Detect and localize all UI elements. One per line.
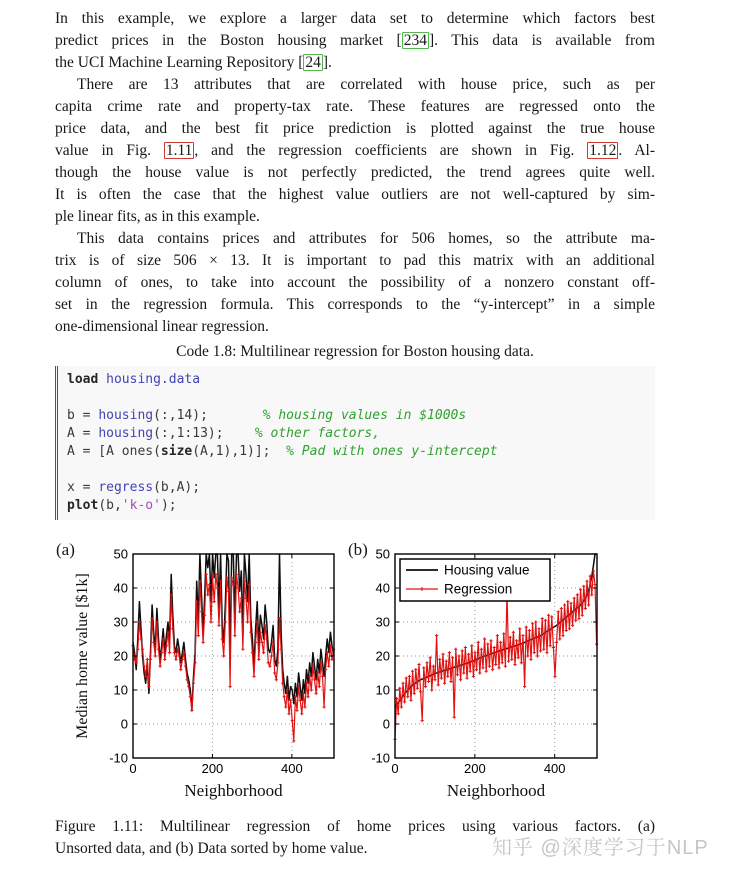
legend-label: Regression bbox=[444, 581, 513, 597]
code-token-df: (b, bbox=[98, 498, 122, 513]
x-axis-label: Neighborhood bbox=[184, 781, 283, 800]
text-column bbox=[55, 8, 655, 520]
text-line: Figure 1.11: Multilinear regression of home prices using various factors. (a) bbox=[55, 818, 655, 835]
code-token-df: A = bbox=[67, 426, 99, 441]
text-line: set in the regression formula. This corresponds to the “y-intercept” in a simple bbox=[55, 296, 655, 313]
text-line: It is often the case that the highest value outliers are not well-captured by sim- bbox=[55, 186, 655, 203]
panel-a-label: (a) bbox=[56, 540, 75, 559]
code-line bbox=[67, 497, 651, 515]
code-line bbox=[67, 389, 651, 407]
code-line bbox=[67, 407, 651, 425]
code-line bbox=[67, 425, 651, 443]
code-token-kw: plot bbox=[67, 498, 99, 513]
code-token-cm: % Pad with ones y-intercept bbox=[286, 444, 498, 459]
code-token-df bbox=[98, 372, 106, 387]
legend-label: Housing value bbox=[444, 562, 530, 578]
code-token-df: (:,1:13); bbox=[153, 426, 255, 441]
code-token-df: (A,1),1)]; bbox=[192, 444, 287, 459]
code-line bbox=[67, 479, 651, 497]
paragraph bbox=[55, 74, 655, 228]
code-token-id: housing bbox=[98, 426, 154, 441]
text-line: ple linear fits, as in this example. bbox=[55, 208, 260, 225]
figure-ref[interactable]: 1.12 bbox=[589, 142, 617, 159]
code-token-id: housing bbox=[98, 408, 154, 423]
y-tick-label: 20 bbox=[113, 648, 128, 664]
y-tick-label: 30 bbox=[113, 614, 128, 630]
code-token-kw: size bbox=[160, 444, 193, 459]
x-axis-label: Neighborhood bbox=[446, 781, 546, 800]
plot-b bbox=[355, 546, 625, 808]
y-tick-label: 20 bbox=[375, 648, 390, 664]
code-token-df: (:,14); bbox=[153, 408, 263, 423]
code-token-cm: % other factors, bbox=[254, 426, 381, 441]
text-line: one-dimensional linear regression. bbox=[55, 318, 269, 335]
code-token-df: (b,A); bbox=[153, 480, 201, 495]
code-token-kw: load bbox=[67, 372, 99, 387]
code-line bbox=[67, 461, 651, 479]
body-paragraphs bbox=[55, 8, 655, 338]
code-token-df: b = bbox=[67, 408, 99, 423]
text-line: There are 13 attributes that are correlated with house price, such as per bbox=[77, 76, 655, 93]
y-tick-label: 0 bbox=[382, 716, 390, 732]
code-line bbox=[67, 371, 651, 389]
y-tick-label: 40 bbox=[375, 580, 390, 596]
x-tick-label: 0 bbox=[129, 761, 137, 776]
text-line: capita crime rate and property-tax rate. These features are regressed onto the bbox=[55, 98, 655, 115]
code-token-df: ); bbox=[160, 498, 177, 513]
text-line: This data contains prices and attributes for 506 homes, so the attribute ma- bbox=[77, 230, 655, 247]
text-line: trix is of size 506 × 13. It is important to pad this matrix with an additional bbox=[55, 252, 655, 269]
text-line: though the house value is not perfectly predicted, the trend agrees quite well. bbox=[55, 164, 655, 181]
y-tick-label: -10 bbox=[371, 750, 390, 766]
x-tick-label: 200 bbox=[201, 761, 224, 776]
plot-a bbox=[55, 546, 355, 808]
watermark: 知乎 @深度学习于NLP bbox=[492, 837, 709, 859]
y-tick-label: 0 bbox=[120, 716, 128, 732]
y-tick-label: 10 bbox=[375, 682, 390, 698]
code-token-cm: % housing values in $1000s bbox=[262, 408, 467, 423]
figure-area bbox=[0, 540, 733, 808]
panel-b-label: (b) bbox=[348, 540, 368, 559]
y-axis-label: Median home value [$1k] bbox=[74, 573, 91, 739]
figure-ref[interactable]: 1.11 bbox=[165, 142, 193, 159]
code-token-id: regress bbox=[98, 480, 154, 495]
code-token-id: housing.data bbox=[106, 372, 201, 387]
y-tick-label: 40 bbox=[113, 580, 128, 596]
text-line: In this example, we explore a larger data set to determine which factors best bbox=[55, 10, 655, 27]
text-line: the UCI Machine Learning Repository [ 24 ]. bbox=[55, 54, 332, 71]
text-line: Unsorted data, and (b) Data sorted by home value. bbox=[55, 840, 368, 857]
y-tick-label: 10 bbox=[113, 682, 128, 698]
code-token-st: 'k-o' bbox=[121, 498, 161, 513]
text-line: value in Fig. 1.11 , and the regression coefficients are shown in Fig. 1.12 . Al- bbox=[55, 142, 655, 159]
code-line bbox=[67, 443, 651, 461]
code-token-df: x = bbox=[67, 480, 99, 495]
citation-ref[interactable]: 234 bbox=[403, 32, 427, 49]
y-tick-label: 30 bbox=[375, 614, 390, 630]
x-tick-label: 200 bbox=[463, 761, 486, 776]
code-block bbox=[55, 366, 655, 520]
citation-ref[interactable]: 24 bbox=[305, 54, 321, 71]
x-tick-label: 400 bbox=[281, 761, 303, 776]
code-token-df: A = [A ones( bbox=[67, 444, 161, 459]
legend bbox=[400, 559, 550, 601]
text-line: price data, and the best fit price prediction is plotted against the true house bbox=[55, 120, 655, 137]
series-line-regression bbox=[133, 574, 334, 741]
code-caption: Code 1.8: Multilinear regression for Boston housing data. bbox=[176, 343, 534, 360]
y-tick-label: -10 bbox=[109, 750, 128, 766]
paragraph bbox=[55, 8, 655, 74]
paragraph bbox=[55, 228, 655, 338]
y-tick-label: 50 bbox=[113, 546, 128, 562]
text-line: column of ones, to take into account the possibility of a nonzero constant off- bbox=[55, 274, 655, 291]
x-tick-label: 0 bbox=[391, 761, 399, 776]
x-tick-label: 400 bbox=[543, 761, 566, 776]
y-tick-label: 50 bbox=[375, 546, 390, 562]
text-line: predict prices in the Boston housing market [ 234 ]. This data is available from bbox=[55, 32, 655, 49]
